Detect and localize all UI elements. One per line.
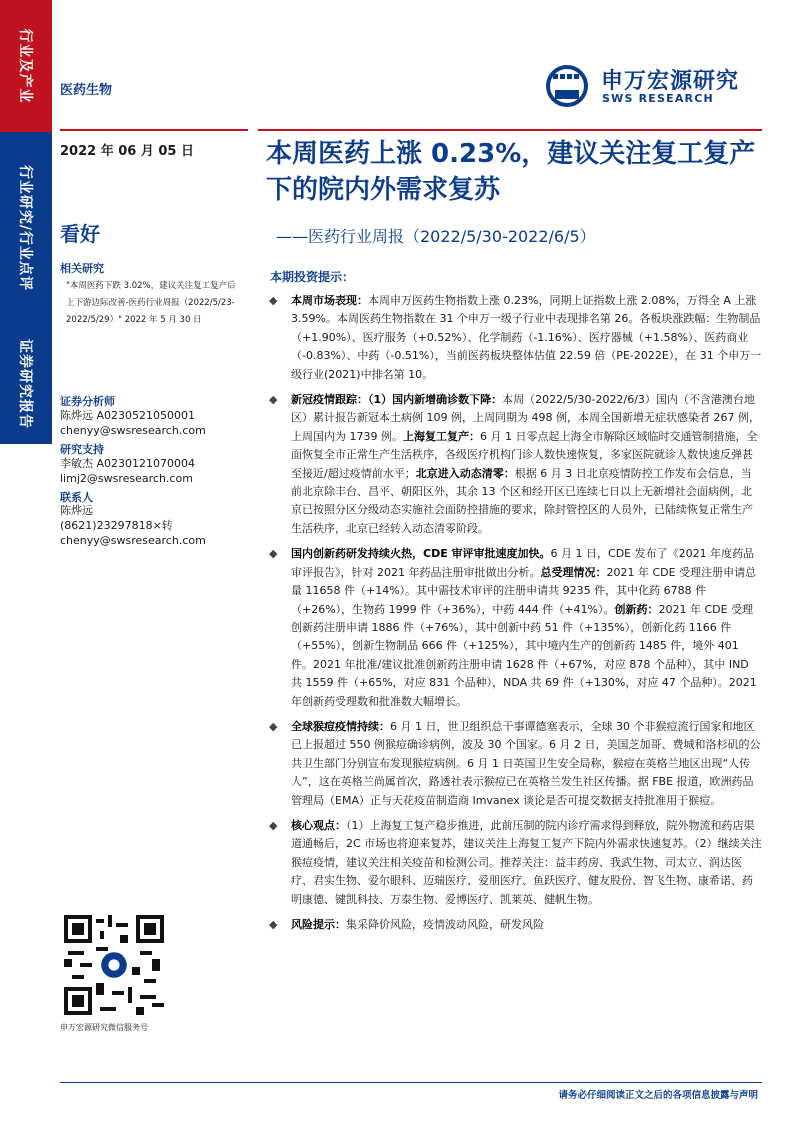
tip-text: 2021 年 CDE 受理创新药注册申请 1886 件（+76%），其中创新中药 51 件（+135%），创新化药 1166 件（+55%），创新生物制品 666 件（+125%），其中境内生产的创新药 1485 件，境外 401 件。2021 年批准/建议批准创新药注册申请 1628 件（+67%，对应 878 个品种），其中 IND 共 1559 件（+65%，对应 831 个品种），NDA 共 69 件（+130%，对应 47 个品种）。2021 年创新药受理数和批准数大幅增长。	[291, 602, 757, 708]
header-rule-right	[258, 129, 762, 131]
logo-mark-icon	[543, 64, 591, 108]
logo-text-en: SWS RESEARCH	[602, 92, 714, 105]
tip-lead: 新冠疫情跟踪：（1）国内新增确诊数下降：	[291, 393, 503, 407]
sidebar-tab-report-type	[0, 324, 52, 444]
related-research-text: "本周医药下跌 3.02%，建议关注复工复产后上下游边际改善-医药行业周报（2022/5/23-2022/5/29）" 2022 年 5 月 30 日	[66, 281, 236, 325]
support-name: 李敏杰 A0230121070004	[60, 457, 196, 470]
sidebar-tab-label: 行业及产业	[17, 28, 33, 104]
tip-text: 集采降价风险，疫情波动风险，研发风险	[346, 918, 544, 931]
sidebar-tab-label: 行业研究/行业点评	[17, 164, 33, 292]
tip-text: （1）上海复工复产稳步推进，此前压制的院内诊疗需求得到释放，院外物流和药店渠道通畅后，2C 市场也将迎来复苏，建议关注上海复工复产下院内外需求快速复苏。（2）继续关注猴痘疫情，建议关注相关疫苗和检测公司。推荐关注：益丰药房、我武生物、司太立、润达医疗、君实生物、爱尔眼科、迈瑞医疗、爱朋医疗、鱼跃医疗、健友股份、智飞生物、康希诺、药明康德、键凯科技、万泰生物、爱博医疗、凯莱英、健帆生物。	[291, 818, 762, 906]
tip-text: 2021 年 CDE 受理注册申请总量 11658 件（+14%）。其中需技术审评的注册申请共 9235 件，其中化药 6788 件（+26%），生物药 1999 件（+36%），中药 444 件（+41%）。	[291, 565, 757, 616]
report-date: 2022 年 06 月 05 日	[60, 144, 194, 159]
bullet-icon: ◆	[269, 719, 278, 733]
tip-lead: 国内创新药研发持续火热，CDE 审评审批速度加快。	[291, 547, 551, 561]
contact-phone: (8621)23297818×转	[60, 519, 173, 532]
footer-disclaimer[interactable]: 请务必仔细阅读正文之后的各项信息披露与声明	[558, 1090, 758, 1101]
qr-code-icon[interactable]	[64, 915, 164, 1015]
sector-label: 医药生物	[60, 83, 113, 98]
tip-text: 本周（2022/5/30-2022/6/3）国内（不含港澳台地区）累计报告新冠本土病例 109 例，上周同期为 498 例，本周全国新增无症状感染者 267 例，上周国内为 1739 例。	[291, 393, 760, 443]
analyst-name: 陈烨远 A0230521050001	[60, 409, 196, 422]
tip-lead: 上海复工复产：	[403, 429, 480, 443]
footer-rule	[60, 1082, 762, 1083]
report-title: 本周医药上涨 0.23%，建议关注复工复产下的院内外需求复苏	[266, 139, 756, 205]
header-rule-left	[60, 129, 248, 131]
report-subtitle: ——医药行业周报（2022/5/30-2022/6/5）	[276, 227, 596, 246]
tip-lead: 核心观点：	[291, 818, 346, 832]
support-email[interactable]: limj2@swsresearch.com	[60, 472, 193, 485]
bullet-icon: ◆	[269, 918, 278, 931]
tip-text: 6 月 1 日，世卫组织总干事谭德塞表示，全球 30 个非猴痘流行国家和地区已上报超过 550 例猴痘确诊病例，波及 30 个国家。6 月 2 日，美国芝加哥、费城和洛杉矶的公共卫生部门分别宣布发现猴痘病例。6 月 1 日英国卫生安全局称，猴痘在英格兰地区出现“人传人”，这在英格兰尚属首次，路透社表示猴痘已在英格兰发生社区传播。据 FBE 报道，欧洲药品管理局（EMA）正与天花疫苗制造商 Imvanex 谈论是否可提交数据支持批准用于猴痘。	[291, 719, 761, 807]
contact-email[interactable]: chenyy@swsresearch.com	[60, 534, 206, 547]
contact-heading: 联系人	[60, 491, 93, 504]
sidebar-tab-label: 证券研究报告	[17, 339, 33, 429]
investment-tips-heading: 本期投资提示：	[270, 270, 355, 284]
analyst-email[interactable]: chenyy@swsresearch.com	[60, 424, 206, 437]
tip-lead: 风险提示：	[291, 918, 346, 931]
bullet-icon: ◆	[269, 393, 278, 407]
tip-covid-tracking	[266, 391, 762, 538]
analyst-heading: 证券分析师	[60, 395, 115, 408]
tip-lead: 北京进入动态清零：	[415, 466, 515, 480]
contact-name: 陈烨远	[60, 504, 93, 517]
related-research-heading: 相关研究	[60, 262, 104, 275]
tip-text: 根据 6 月 3 日北京疫情防控工作发布会信息，当前北京除丰台、昌平、朝阳区外，其余 13 个区和经开区已连续七日以上无新增社会面病例，北京已按照分区分级动态实施社会面防控措施的要求，除封管控区的人员外，已陆续恢复正常生产生活秩序，北京已经转入动态清零阶段。	[291, 466, 753, 535]
bullet-icon: ◆	[269, 547, 278, 561]
tip-lead: 全球猴痘疫情持续：	[291, 719, 390, 733]
tip-core-view	[266, 817, 762, 909]
sidebar-tab-research-type	[0, 132, 52, 324]
tip-innovative-drugs	[266, 545, 762, 711]
tip-lead: 总受理情况：	[540, 565, 607, 579]
tip-monkeypox	[266, 718, 762, 810]
bullet-icon: ◆	[269, 818, 278, 832]
tip-text: 6 月 1 日，CDE 发布了《2021 年度药品审评报告》，针对 2021 年药品注册审批做出分析。	[291, 547, 755, 579]
tip-text: 本周申万医药生物指数上涨 0.23%，同期上证指数上涨 2.08%，万得全 A 上涨 3.59%。本周医药生物指数在 31 个申万一级子行业中表现排名第 26。各板块涨跌幅：生物制品（+1.90%）、医疗服务（+0.52%）、化学制药（-1.16%）、医疗器械（+1.58%）、医药商业（-0.83%）、中药（-0.51%），当前医药板块整体估值 22.59 倍（PE-2022E），在 31 个申万一级行业(2021)中排名第 10。	[291, 294, 762, 381]
support-heading: 研究支持	[60, 443, 104, 456]
sidebar-tab-industry	[0, 0, 52, 132]
rating: 看好	[60, 222, 100, 246]
investment-tips-list	[266, 292, 762, 941]
tip-market-performance	[266, 292, 762, 384]
tip-lead: 本周市场表现：	[291, 294, 368, 307]
tip-text: 6 月 1 日零点起上海全市解除区域临时交通管制措施，全面恢复全市正常生产生活秩序，各级医疗机构门诊人数快速恢复，多家医院就诊人数快速反弹甚至接近/超过疫情前水平；	[291, 429, 758, 480]
qr-caption: 申万宏源研究微信服务号	[60, 1023, 148, 1032]
tip-risk	[266, 916, 762, 934]
logo-text-cn: 申万宏源研究	[601, 69, 740, 94]
tip-lead: 创新药：	[614, 602, 659, 616]
company-logo	[543, 62, 753, 110]
bullet-icon: ◆	[269, 294, 278, 307]
